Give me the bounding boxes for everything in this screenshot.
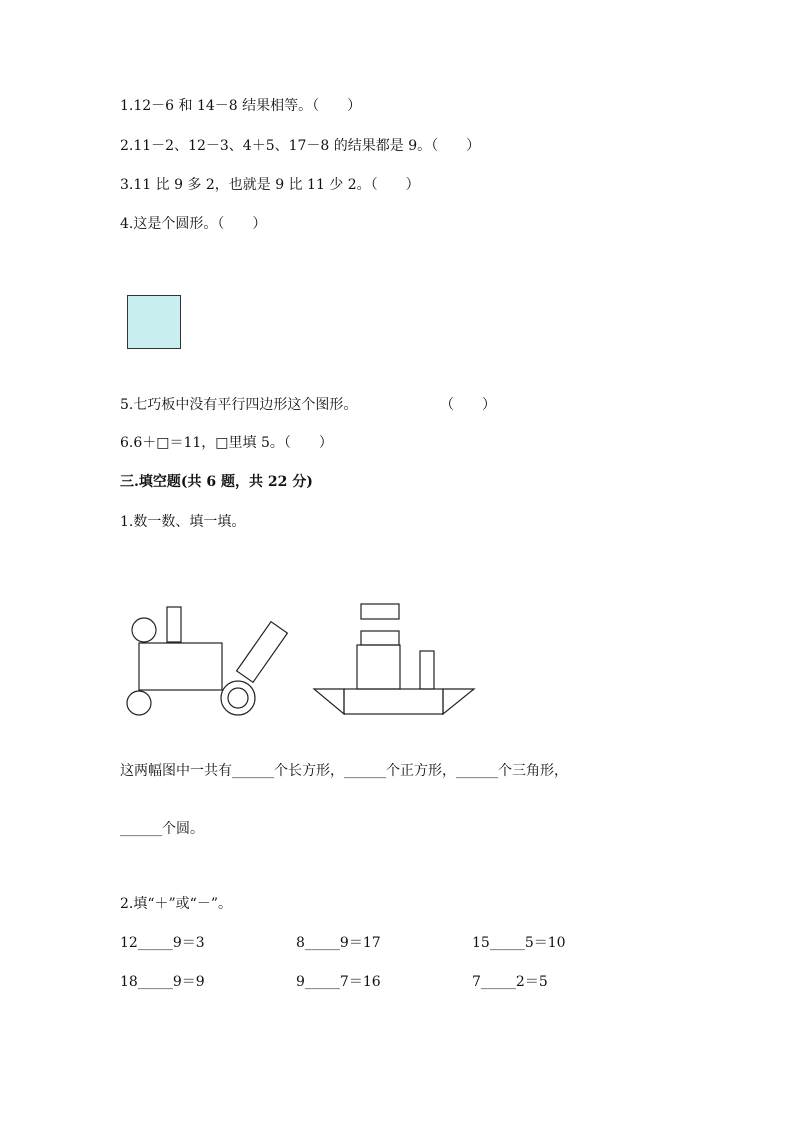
section-title: 三.填空题(共 6 题，共 22 分) xyxy=(120,474,313,490)
question-5: 5.七巧板中没有平行四边形这个图形。 xyxy=(120,397,358,413)
question-3: 3.11 比 9 多 2，也就是 9 比 11 少 2。（ ） xyxy=(120,177,420,193)
equation-2-3: 7_____2＝5 xyxy=(472,974,548,990)
boat-mast xyxy=(420,651,434,689)
fill-question-2-title: 2.填“＋”或“－”。 xyxy=(120,896,232,912)
equation-2-2: 9_____7＝16 xyxy=(296,974,381,990)
equation-2-1: 18_____9＝9 xyxy=(120,974,205,990)
fill-question-1-title: 1.数一数、填一填。 xyxy=(120,514,246,530)
tractor-body xyxy=(139,643,222,690)
boat-mid-rect xyxy=(361,631,399,645)
boat-right-triangle xyxy=(443,689,474,714)
tractor-small-wheel xyxy=(127,691,151,715)
tractor-big-wheel-outer xyxy=(221,681,255,715)
tractor-top-circle xyxy=(132,618,156,642)
equation-1-3: 15_____5＝10 xyxy=(472,935,566,951)
equation-1-2: 8_____9＝17 xyxy=(296,935,381,951)
tractor-chimney xyxy=(167,607,181,642)
question-6: 6.6＋□＝11，□里填 5。（ ） xyxy=(120,435,333,451)
question-4: 4.这是个圆形。（ ） xyxy=(120,216,267,232)
boat-hull xyxy=(344,689,443,714)
equation-1-1: 12_____9＝3 xyxy=(120,935,205,951)
question-2: 2.11－2、12－3、4＋5、17－8 的结果都是 9。（ ） xyxy=(120,138,481,154)
boat-square xyxy=(357,645,400,689)
question-1: 1.12－6 和 14－8 结果相等。（ ） xyxy=(120,98,362,114)
fill-question-1-line-2: ______个圆。 xyxy=(120,821,204,837)
fill-question-1-line-1: 这两幅图中一共有______个长方形，______个正方形，______个三角形， xyxy=(120,763,568,779)
boat-left-triangle xyxy=(314,689,344,714)
tractor-arm xyxy=(237,622,288,683)
question-5-answer-blank: （ ） xyxy=(440,397,496,413)
boat-top-rect xyxy=(361,604,399,619)
tractor-big-wheel-inner xyxy=(228,688,248,708)
